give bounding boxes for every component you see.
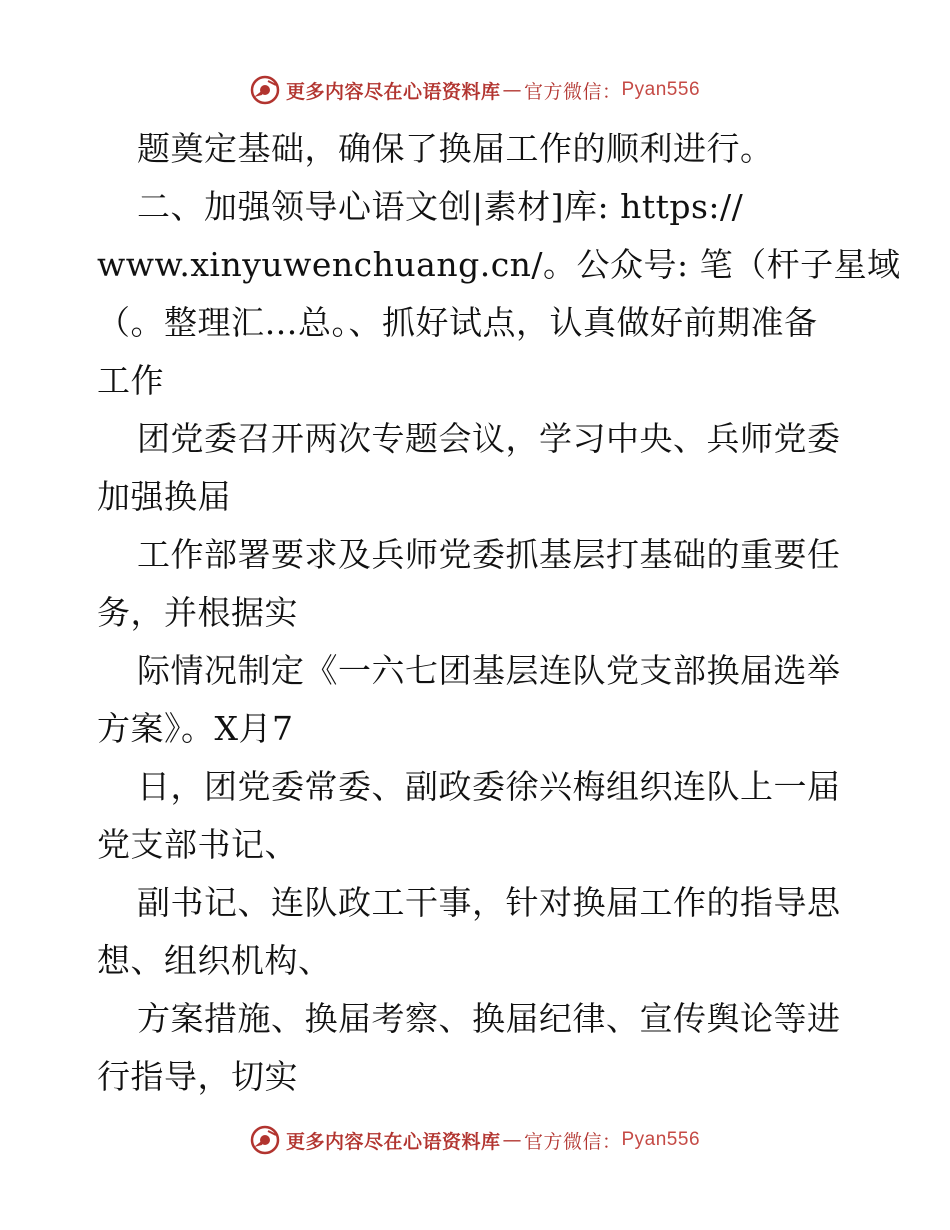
watermark-wechat-label: 官方微信： <box>523 1130 622 1153</box>
body-line: 加强换届 <box>97 477 231 516</box>
body-line: www.xinyuwenchuang.cn/。公众号: 笔（杆子星域 <box>97 245 901 284</box>
body-line: 日，团党委常委、副政委徐兴梅组织连队上一届 <box>137 767 841 806</box>
body-line: 工作部署要求及兵师党委抓基层打基础的重要任 <box>137 535 841 574</box>
body-line: 务，并根据实 <box>97 593 298 632</box>
body-line: 党支部书记、 <box>97 825 298 864</box>
body-line: 团党委召开两次专题会议，学习中央、兵师党委 <box>137 419 841 458</box>
watermark-main-text: 更多内容尽在心语资料库 <box>285 80 501 103</box>
body-line: 题奠定基础，确保了换届工作的顺利进行。 <box>137 129 774 168</box>
body-line: 方案措施、换届考察、换届纪律、宣传舆论等进 <box>137 999 841 1038</box>
brand-logo-icon <box>250 75 280 105</box>
body-line: 工作 <box>97 361 164 400</box>
watermark-wechat-id: Pyan556 <box>621 79 701 100</box>
body-line: 想、组织机构、 <box>97 941 332 980</box>
watermark-main-text: 更多内容尽在心语资料库 <box>285 1130 501 1153</box>
body-line: 行指导，切实 <box>97 1057 298 1096</box>
body-line: 方案》。X月7 <box>97 709 294 748</box>
footer-watermark <box>0 1120 950 1160</box>
document-body <box>97 120 901 1106</box>
watermark-separator: — <box>502 1129 522 1151</box>
header-watermark <box>0 70 950 110</box>
watermark-wechat-id: Pyan556 <box>621 1129 701 1150</box>
body-line: 副书记、连队政工干事，针对换届工作的指导思 <box>137 883 841 922</box>
body-line: 际情况制定《一六七团基层连队党支部换届选举 <box>137 651 841 690</box>
body-line: 二、加强领导心语文创|素材]库: https:// <box>137 187 744 226</box>
body-line: （。整理汇…总。、抓好试点，认真做好前期准备 <box>97 303 818 342</box>
watermark-separator: — <box>502 79 522 101</box>
brand-logo-icon <box>250 1125 280 1155</box>
watermark-wechat-label: 官方微信： <box>523 80 622 103</box>
